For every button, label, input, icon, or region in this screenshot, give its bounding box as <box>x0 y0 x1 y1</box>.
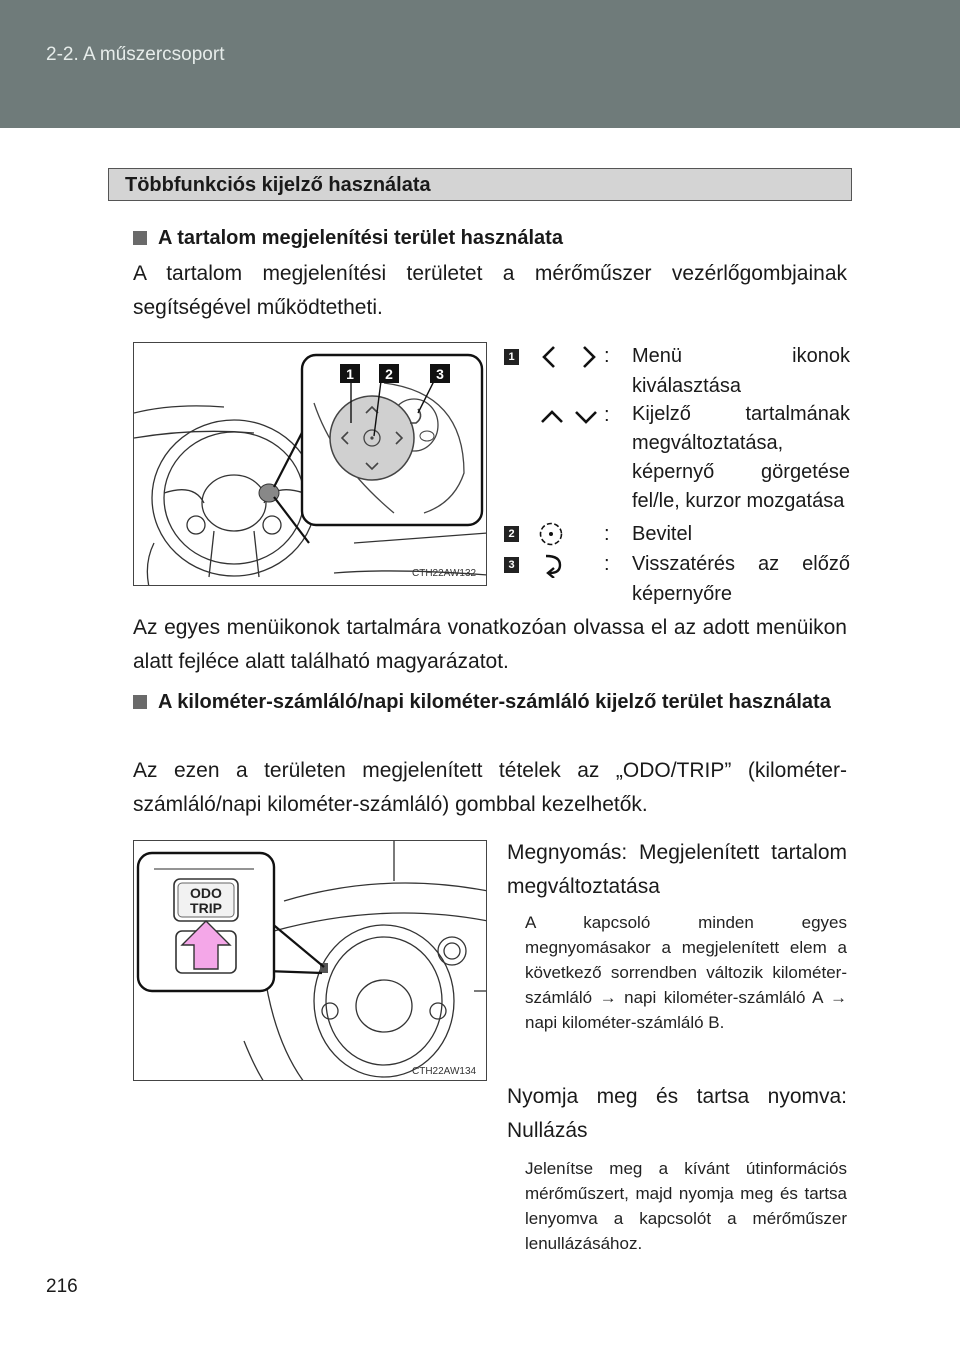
figure-odo-trip <box>133 840 487 1081</box>
legend-colon: : <box>604 553 610 575</box>
legend-desc-4: Visszatérés az előző képernyőre <box>632 553 850 605</box>
legend-colon: : <box>604 523 610 545</box>
hold-block <box>507 1080 847 1148</box>
legend-row-3 <box>504 519 850 549</box>
square-bullet-icon <box>133 695 147 709</box>
press-note-block <box>507 910 847 1035</box>
trip-label: TRIP <box>190 900 222 916</box>
hold-note-block <box>507 1156 847 1256</box>
figure-steering-controls <box>133 342 487 586</box>
square-bullet-icon <box>133 231 147 245</box>
page-number: 216 <box>46 1276 78 1297</box>
legend-colon: : <box>604 345 610 367</box>
steering-wheel-illustration <box>134 343 487 586</box>
figure-badge-3: 3 <box>436 366 444 382</box>
press-note: A kapcsoló minden egyes megnyomásakor a megjelenített elem a következő sorrendben változik kilométer-számláló → napi kilométer-számláló A → napi kilométer-számláló B. <box>525 913 847 1032</box>
title-box <box>108 168 852 201</box>
section1-heading: A tartalom megjelenítési terület használata <box>133 223 853 254</box>
figure-code: CTH22AW134 <box>412 1066 477 1077</box>
legend-badge-3: 3 <box>504 557 519 573</box>
legend-colon: : <box>604 404 610 426</box>
figure-code: CTH22AW132 <box>412 568 477 579</box>
odo-label: ODO <box>190 885 222 901</box>
legend-desc-1: Menü ikonok kiválasztása <box>632 345 850 397</box>
figure-badge-2: 2 <box>385 366 393 382</box>
section2-intro: Az ezen a területen megjelenített tételek az „ODO/TRIP” (kilométer-számláló/napi kilométer-számláló) gombbal kezelhetők. <box>133 759 847 816</box>
chevron-left-right-icon <box>538 344 602 370</box>
legend-row-2 <box>504 400 850 520</box>
legend-desc-2: Kijelző tartalmának megváltoztatása, képernyő görgetése fel/le, kurzor mozgatása <box>632 403 850 512</box>
section2-heading: A kilométer-számláló/napi kilométer-számláló kijelző terület használata <box>133 687 847 718</box>
return-arrow-icon <box>538 552 568 578</box>
page-title: Többfunkciós kijelző használata <box>125 174 431 196</box>
hold-note: Jelenítse meg a kívánt útinformációs mérőműszert, majd nyomja meg és tartsa lenyomva a kapcsolót a mérőműszer lenullázásához. <box>525 1159 847 1253</box>
legend-badge-1: 1 <box>504 349 519 365</box>
figure-badge-1: 1 <box>346 366 354 382</box>
enter-dot-icon <box>538 521 564 547</box>
chevron-up-down-icon <box>538 406 602 426</box>
legend-row-4 <box>504 549 850 609</box>
legend-badge-2: 2 <box>504 526 519 542</box>
section-breadcrumb: 2-2. A műszercsoport <box>46 44 225 65</box>
press-block <box>507 836 847 904</box>
legend-row-1 <box>504 341 850 401</box>
section1-intro: A tartalom megjelenítési területet a mérőműszer vezérlőgombjainak segítségével működtetheti. <box>133 262 847 319</box>
header-band <box>0 0 960 128</box>
hold-label: Nyomja meg és tartsa nyomva: Nullázás <box>507 1085 847 1142</box>
legend-desc-3: Bevitel <box>632 523 693 545</box>
odo-trip-illustration <box>134 841 487 1081</box>
press-label: Megnyomás: Megjelenített tartalom megváltoztatása <box>507 841 847 898</box>
paragraph-menu-icons: Az egyes menüikonok tartalmára vonatkozóan olvassa el az adott menüikon alatt fejléce alatt található magyarázatot. <box>133 616 847 673</box>
